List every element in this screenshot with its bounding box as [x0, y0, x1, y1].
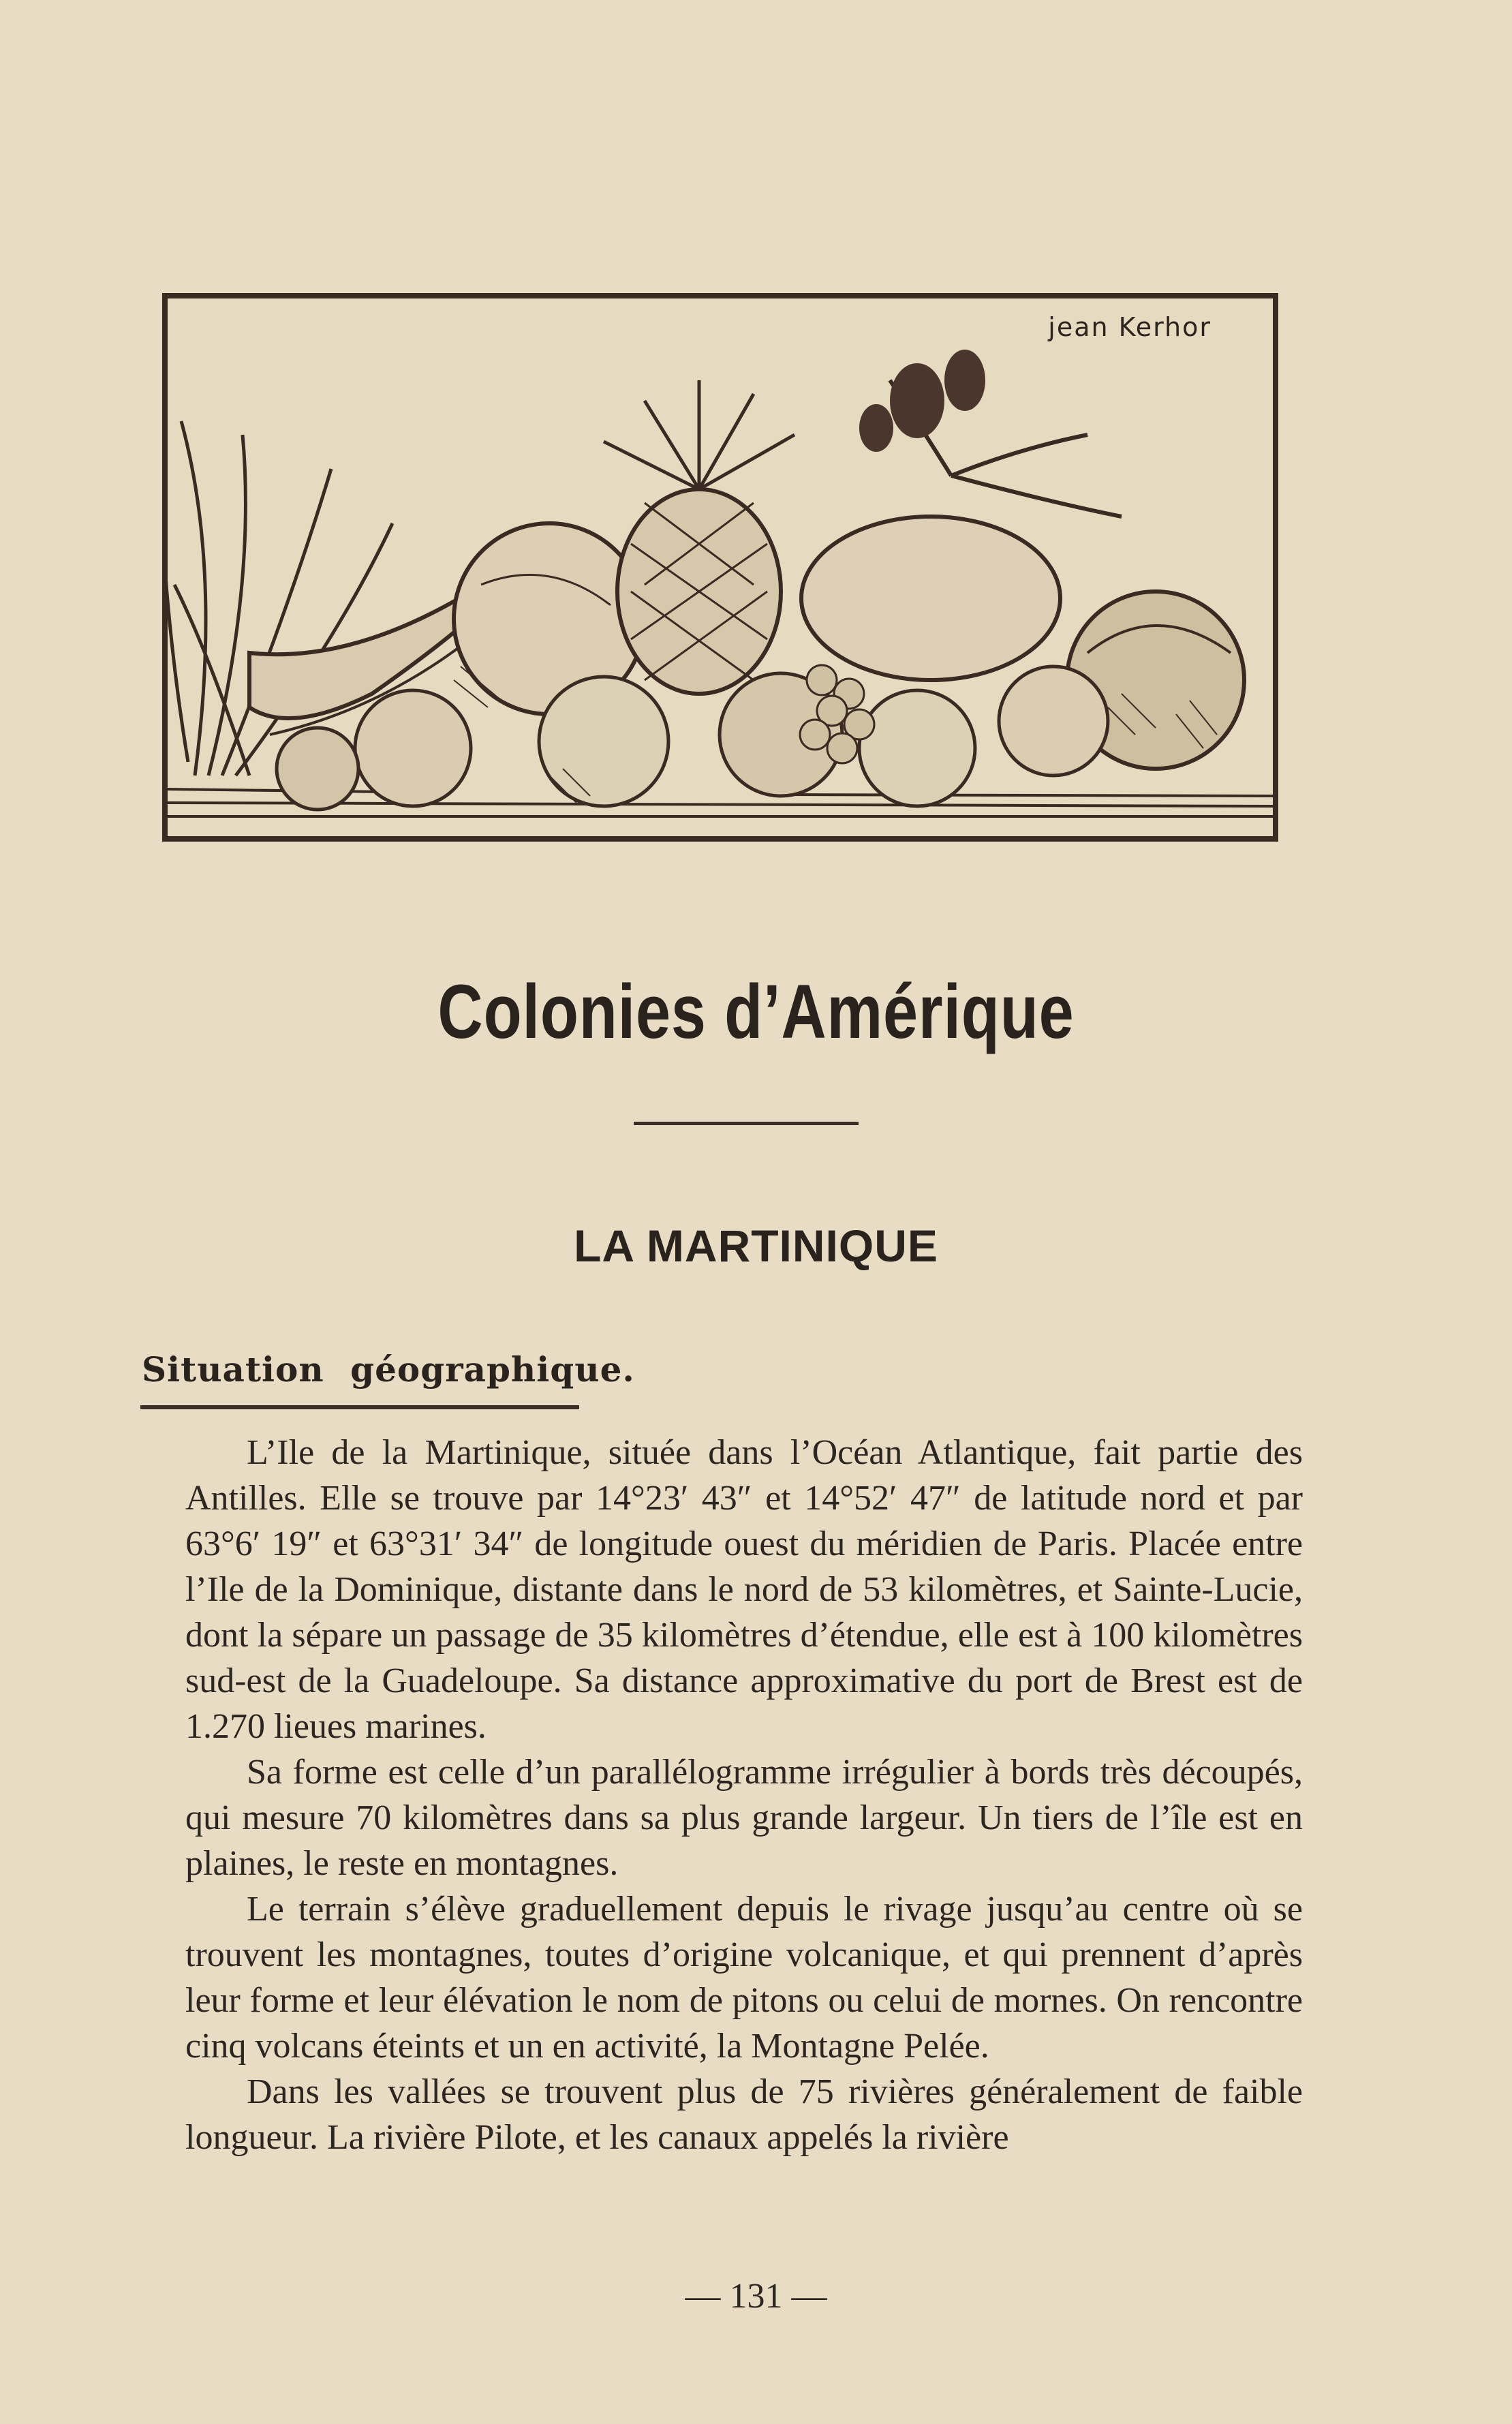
page-title: Colonies d’Amérique — [437, 969, 1075, 1054]
paragraph: Dans les vallées se trouvent plus de 75 rivières généralement de faible longueur. La rivière Pilote, et les canaux appelés la rivière — [185, 2072, 1303, 2157]
paragraph: L’Ile de la Martinique, située dans l’Océan Atlantique, fait partie des Antilles. Elle se trouve par 14°23′ 43″ et 14°52′ 47″ de latitude nord et par 63°6′ 19″ et 63°31′ 34″ de longitude ouest du méridien de Paris. Placée entre l’Ile de la Dominique, distante dans le nord de 53 kilomètres, et Sainte-Lucie, dont la sépare un passage de 35 kilomètres d’étendue, elle est à 100 kilomètres sud-est de la Guadeloupe. Sa distance approximative du port de Brest est de 1.270 lieues marines. — [185, 1433, 1303, 1746]
paragraph: Sa forme est celle d’un parallélogramme irrégulier à bords très découpés, qui mesure 70 kilomètres dans sa plus grande largeur. Un tiers de l’île est en plaines, le reste en montagnes. — [185, 1753, 1303, 1883]
subheading-underline — [140, 1405, 579, 1409]
paragraph: Le terrain s’élève graduellement depuis le rivage jusqu’au centre où se trouvent les montagnes, toutes d’origine volcanique, et qui prennent d’après leur forme et leur élévation le nom de pitons ou celui de mornes. On rencontre cinq volcans éteints et un en activité, la Montagne Pelée. — [185, 1890, 1303, 2066]
artist-signature: jean Kerhor — [1048, 312, 1212, 342]
subheading: Situation géographique. — [142, 1349, 635, 1390]
still-life-drawing — [168, 298, 1273, 836]
section-title: LA MARTINIQUE — [574, 1221, 938, 1271]
body-text — [185, 1430, 1303, 2160]
title-divider — [634, 1122, 859, 1125]
fruit-illustration — [162, 293, 1278, 842]
page-number: — 131 — — [685, 2277, 827, 2316]
